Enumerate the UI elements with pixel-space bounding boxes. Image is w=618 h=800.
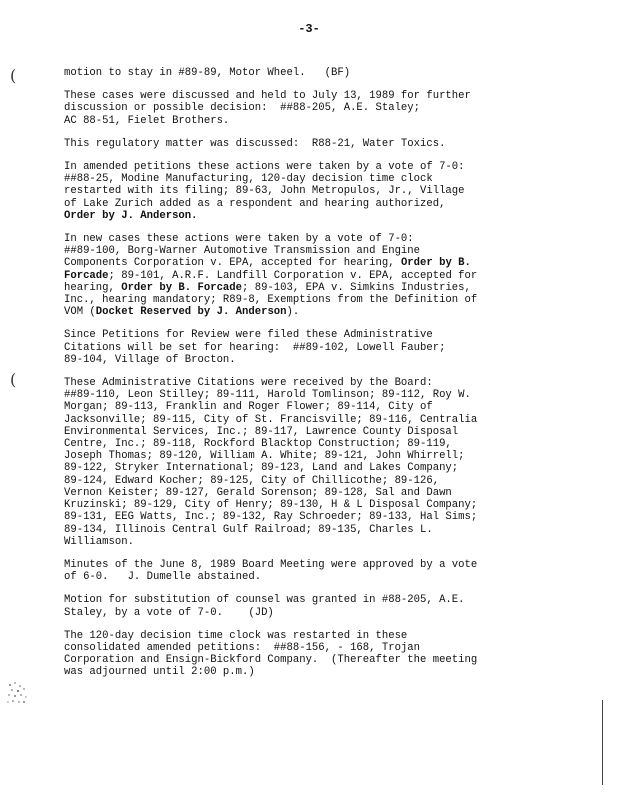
text-line — [64, 630, 564, 642]
text-line — [64, 138, 564, 150]
bold-text-segment: Order by B. Forcade — [121, 281, 243, 294]
paragraph — [64, 138, 564, 150]
text-segment: In new cases these actions were taken by a vote of 7-0: — [64, 233, 414, 246]
text-segment: motion to stay in #89-89, Motor Wheel. (BF) — [64, 67, 351, 79]
text-line — [64, 536, 564, 548]
text-line — [64, 294, 564, 306]
text-segment: Joseph Thomas; 89-120, William A. White; 89-121, John Whirrell; — [64, 450, 465, 463]
text-line — [64, 161, 564, 173]
text-segment: Inc., hearing mandatory; R89-8, Exemptions from the Definition of — [64, 294, 478, 307]
text-line — [64, 270, 564, 282]
text-segment: Centre, Inc.; 89-118, Rockford Blacktop Construction; 89-119, — [64, 438, 452, 451]
text-line — [64, 450, 564, 462]
text-line — [64, 511, 564, 523]
text-segment: restarted with its filing; 89-63, John Metropulos, Jr., Village — [64, 185, 465, 198]
margin-mark: ( — [10, 370, 17, 389]
text-segment: Components Corporation v. EPA, accepted for hearing, — [64, 257, 401, 270]
text-line — [64, 90, 564, 102]
text-segment: was adjourned until 2:00 p.m.) — [64, 666, 255, 679]
text-segment: Williamson. — [64, 535, 134, 548]
text-line — [64, 462, 564, 474]
text-segment: discussion or possible decision: ##88-205, A.E. Staley; — [64, 102, 421, 115]
text-line — [64, 102, 564, 114]
text-line — [64, 571, 564, 583]
paragraph — [64, 630, 564, 679]
text-segment: VOM ( — [64, 306, 96, 319]
text-segment: In amended petitions these actions were taken by a vote of 7-0: — [64, 161, 465, 174]
text-line — [64, 342, 564, 354]
bold-text-segment: Forcade — [64, 269, 109, 282]
text-line — [64, 642, 564, 654]
paragraph — [64, 377, 564, 548]
paragraph — [64, 233, 564, 318]
paragraph — [64, 594, 564, 618]
document-body — [64, 67, 564, 690]
text-segment: of 6-0. J. Dumelle abstained. — [64, 571, 262, 584]
paragraph — [64, 559, 564, 583]
bold-text-segment: Docket Reserved by J. Anderson — [95, 306, 287, 319]
text-line — [64, 487, 564, 499]
text-segment: AC 88-51, Fielet Brothers. — [64, 114, 230, 127]
text-line — [64, 426, 564, 438]
text-line — [64, 354, 564, 366]
text-line — [64, 210, 564, 222]
text-line — [64, 173, 564, 185]
text-segment: ##88-25, Modine Manufacturing, 120-day decision time clock — [64, 173, 433, 186]
margin-mark: ( — [10, 66, 17, 85]
paragraph — [64, 329, 564, 366]
text-line — [64, 329, 564, 341]
text-segment: ##89-100, Borg-Warner Automotive Transmission and Engine — [64, 245, 421, 258]
text-line — [64, 559, 564, 571]
scan-speckle — [6, 680, 30, 706]
text-line — [64, 233, 564, 245]
text-line — [64, 306, 564, 318]
text-line — [64, 245, 564, 257]
text-line — [64, 185, 564, 197]
text-line — [64, 666, 564, 678]
bold-text-segment: Order by J. Anderson. — [64, 209, 198, 222]
text-segment: Corporation and Ensign-Bickford Company. (Thereafter the meeting — [64, 654, 478, 667]
text-line — [64, 607, 564, 619]
text-line — [64, 414, 564, 426]
text-line — [64, 115, 564, 127]
text-segment: ; 89-103, EPA v. Simkins Industries, — [242, 281, 471, 294]
page-number: -3- — [298, 22, 320, 36]
text-line — [64, 389, 564, 401]
text-segment: ; 89-101, A.R.F. Landfill Corporation v. EPA, accepted for — [108, 269, 478, 282]
text-segment: These Administrative Citations were received by the Board: — [64, 377, 433, 390]
text-line — [64, 198, 564, 210]
text-line — [64, 524, 564, 536]
text-segment: Morgan; 89-113, Franklin and Roger Flower; 89-114, City of — [64, 401, 433, 414]
text-line — [64, 67, 564, 79]
text-segment: of Lake Zurich added as a respondent and hearing authorized, — [64, 197, 446, 210]
text-segment: 89-131, EEG Watts, Inc.; 89-132, Ray Schroeder; 89-133, Hal Sims; — [64, 511, 478, 524]
paragraph — [64, 67, 564, 79]
text-segment: Kruzinski; 89-129, City of Henry; 89-130, H & L Disposal Company; — [64, 499, 478, 512]
text-line — [64, 438, 564, 450]
text-line — [64, 654, 564, 666]
text-segment: Vernon Keister; 89-127, Gerald Sorenson; 89-128, Sal and Dawn — [64, 486, 452, 499]
text-segment: 89-104, Village of Brocton. — [64, 353, 236, 366]
text-segment: Environmental Services, Inc.; 89-117, Lawrence County Disposal — [64, 425, 459, 438]
text-segment: Jacksonville; 89-115, City of St. Francisville; 89-116, Centralia — [64, 413, 478, 426]
text-line — [64, 377, 564, 389]
text-segment: 89-122, Stryker International; 89-123, Land and Lakes Company; — [64, 462, 459, 475]
text-segment: Motion for substitution of counsel was granted in #88-205, A.E. — [64, 594, 465, 607]
text-segment: 89-134, Illinois Central Gulf Railroad; 89-135, Charles L. — [64, 523, 433, 536]
text-segment: The 120-day decision time clock was restarted in these — [64, 629, 408, 642]
text-segment: consolidated amended petitions: ##88-156, - 168, Trojan — [64, 641, 421, 654]
scan-edge-line — [602, 700, 603, 785]
text-line — [64, 401, 564, 413]
text-line — [64, 499, 564, 511]
text-segment: ). — [286, 306, 300, 319]
text-line — [64, 475, 564, 487]
text-segment: 89-124, Edward Kocher; 89-125, City of Chillicothe; 89-126, — [64, 474, 440, 487]
text-segment: These cases were discussed and held to July 13, 1989 for further — [64, 90, 471, 103]
text-segment: Minutes of the June 8, 1989 Board Meeting were approved by a vote — [64, 558, 478, 571]
bold-text-segment: Order by B. — [400, 257, 471, 270]
text-segment: Citations will be set for hearing: ##89-102, Lowell Fauber; — [64, 341, 446, 354]
text-line — [64, 282, 564, 294]
text-segment: ##89-110, Leon Stilley; 89-111, Harold Tomlinson; 89-112, Roy W. — [64, 389, 471, 402]
text-segment: Since Petitions for Review were filed these Administrative — [64, 329, 433, 342]
text-line — [64, 257, 564, 269]
text-line — [64, 594, 564, 606]
paragraph — [64, 90, 564, 127]
paragraph — [64, 161, 564, 222]
text-segment: This regulatory matter was discussed: R88-21, Water Toxics. — [64, 137, 446, 150]
text-segment: Staley, by a vote of 7-0. (JD) — [64, 606, 274, 619]
text-segment: hearing, — [64, 281, 122, 294]
